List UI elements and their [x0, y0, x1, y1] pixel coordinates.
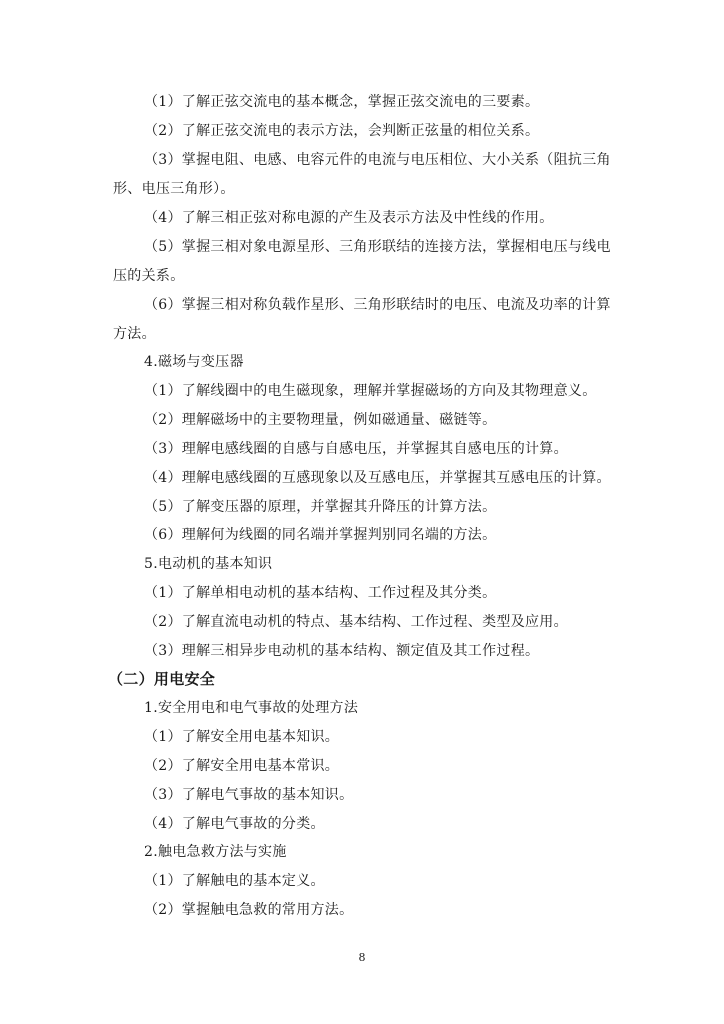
text-line: （1）了解线圈中的电生磁现象，理解并掌握磁场的方向及其物理意义。 — [144, 383, 597, 399]
text-line: （1）了解安全用电基本知识。 — [144, 729, 340, 745]
subheading: 4.磁场与变压器 — [144, 354, 244, 370]
page-number: 8 — [358, 951, 366, 964]
text-line: （4）理解电感线圈的互感现象以及互感电压，并掌握其互感电压的计算。 — [144, 470, 611, 486]
text-line: （2）了解直流电动机的特点、基本结构、工作过程、类型及应用。 — [144, 614, 568, 630]
text-line: （1）了解触电的基本定义。 — [144, 873, 325, 889]
text-line: （3）理解电感线圈的自感与自感电压，并掌握其自感电压的计算。 — [144, 441, 568, 457]
text-line: （1）了解正弦交流电的基本概念，掌握正弦交流电的三要素。 — [144, 94, 540, 110]
subheading: 1.安全用电和电气事故的处理方法 — [144, 700, 359, 716]
section-heading: （二）用电安全 — [108, 670, 216, 688]
text-line: 压的关系。 — [113, 268, 185, 284]
text-line: （2）了解安全用电基本常识。 — [144, 758, 340, 774]
text-line: （4）了解三相正弦对称电源的产生及表示方法及中性线的作用。 — [144, 210, 554, 226]
text-line: （2）了解正弦交流电的表示方法，会判断正弦量的相位关系。 — [144, 123, 540, 139]
text-line: （3）理解三相异步电动机的基本结构、额定值及其工作过程。 — [144, 643, 540, 659]
text-line: （3）了解电气事故的基本知识。 — [144, 787, 354, 803]
text-line: （5）了解变压器的原理，并掌握其升降压的计算方法。 — [144, 499, 497, 515]
text-line: （4）了解电气事故的分类。 — [144, 816, 325, 832]
subheading: 5.电动机的基本知识 — [144, 556, 273, 572]
subheading: 2.触电急救方法与实施 — [144, 844, 287, 860]
text-line: （2）掌握触电急救的常用方法。 — [144, 902, 354, 918]
text-line: （5）掌握三相对象电源星形、三角形联结的连接方法，掌握相电压与线电 — [144, 239, 611, 255]
text-line: （6）理解何为线圈的同名端并掌握判别同名端的方法。 — [144, 527, 497, 543]
text-line: （1）了解单相电动机的基本结构、工作过程及其分类。 — [144, 585, 497, 601]
text-line: 形、电压三角形）。 — [113, 181, 235, 197]
text-line: （3）掌握电阻、电感、电容元件的电流与电压相位、大小关系（阻抗三角 — [144, 152, 611, 168]
text-line: 方法。 — [113, 326, 156, 342]
text-line: （2）理解磁场中的主要物理量，例如磁通量、磁链等。 — [144, 412, 497, 428]
text-line: （6）掌握三相对称负载作星形、三角形联结时的电压、电流及功率的计算 — [144, 297, 611, 313]
